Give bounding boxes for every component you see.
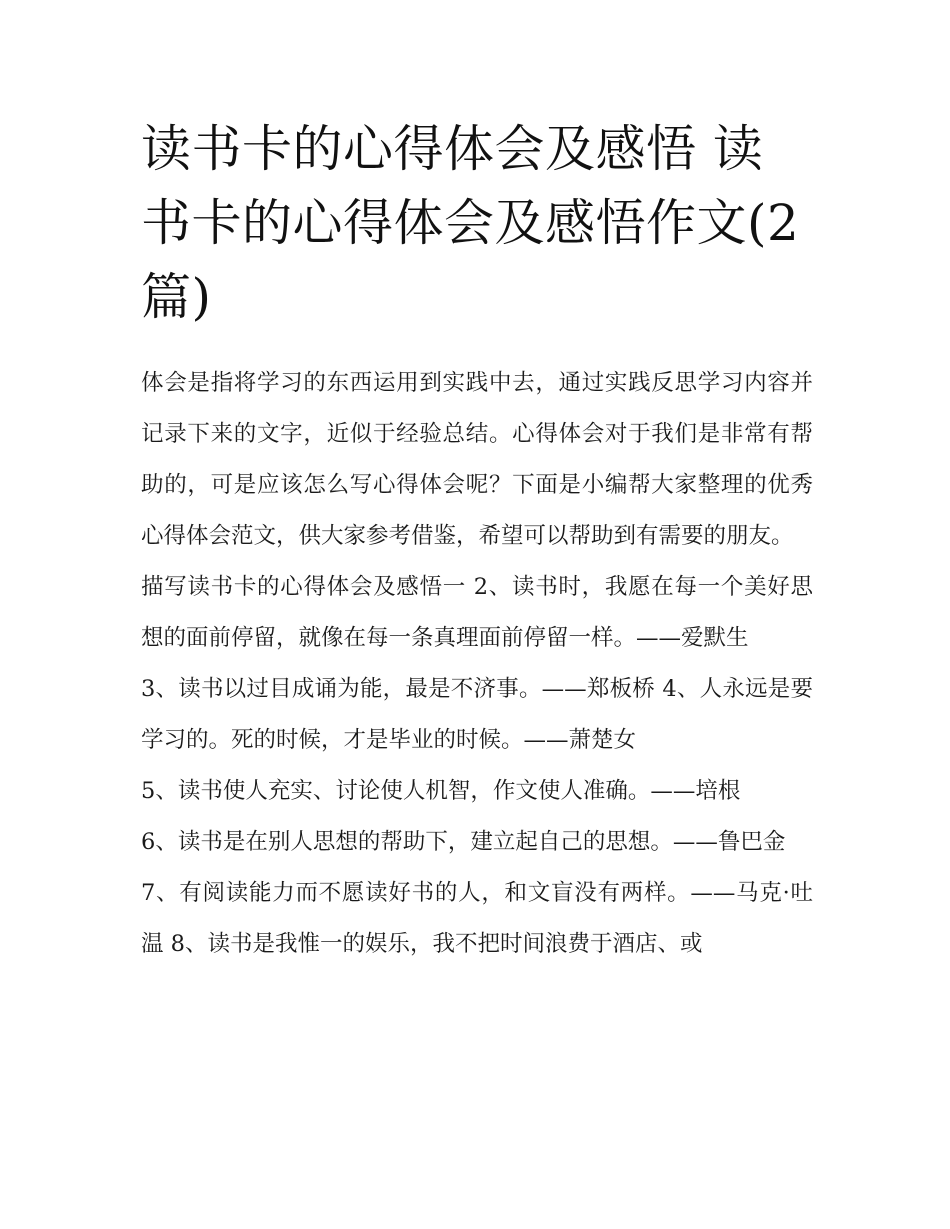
document-title: 读书卡的心得体会及感悟 读书卡的心得体会及感悟作文(2篇) xyxy=(141,120,800,326)
quote-paragraph: 描写读书卡的心得体会及感悟一 2、读书时，我愿在每一个美好思想的面前停留，就像在每一条真理面前停留一样。——爱默生 xyxy=(141,574,813,651)
quote-paragraph: 7、有阅读能力而不愿读好书的人，和文盲没有两样。——马克·吐温 8、读书是我惟一的娱乐，我不把时间浪费于酒店、或 xyxy=(141,880,813,957)
intro-paragraph: 体会是指将学习的东西运用到实践中去，通过实践反思学习内容并记录下来的文字，近似于经验总结。心得体会对于我们是非常有帮助的，可是应该怎么写心得体会呢？下面是小编帮大家整理的优秀心得体会范文，供大家参考借鉴，希望可以帮助到有需要的朋友。 xyxy=(141,370,813,549)
quote-paragraph: 5、读书使人充实、讨论使人机智，作文使人准确。——培根 xyxy=(141,778,741,804)
quote-paragraph: 6、读书是在别人思想的帮助下，建立起自己的思想。——鲁巴金 xyxy=(141,829,786,855)
quote-paragraph: 3、读书以过目成诵为能，最是不济事。——郑板桥 4、人永远是要学习的。死的时候，才是毕业的时候。——萧楚女 xyxy=(141,676,813,753)
document-body xyxy=(141,358,813,970)
document-page xyxy=(141,112,813,970)
